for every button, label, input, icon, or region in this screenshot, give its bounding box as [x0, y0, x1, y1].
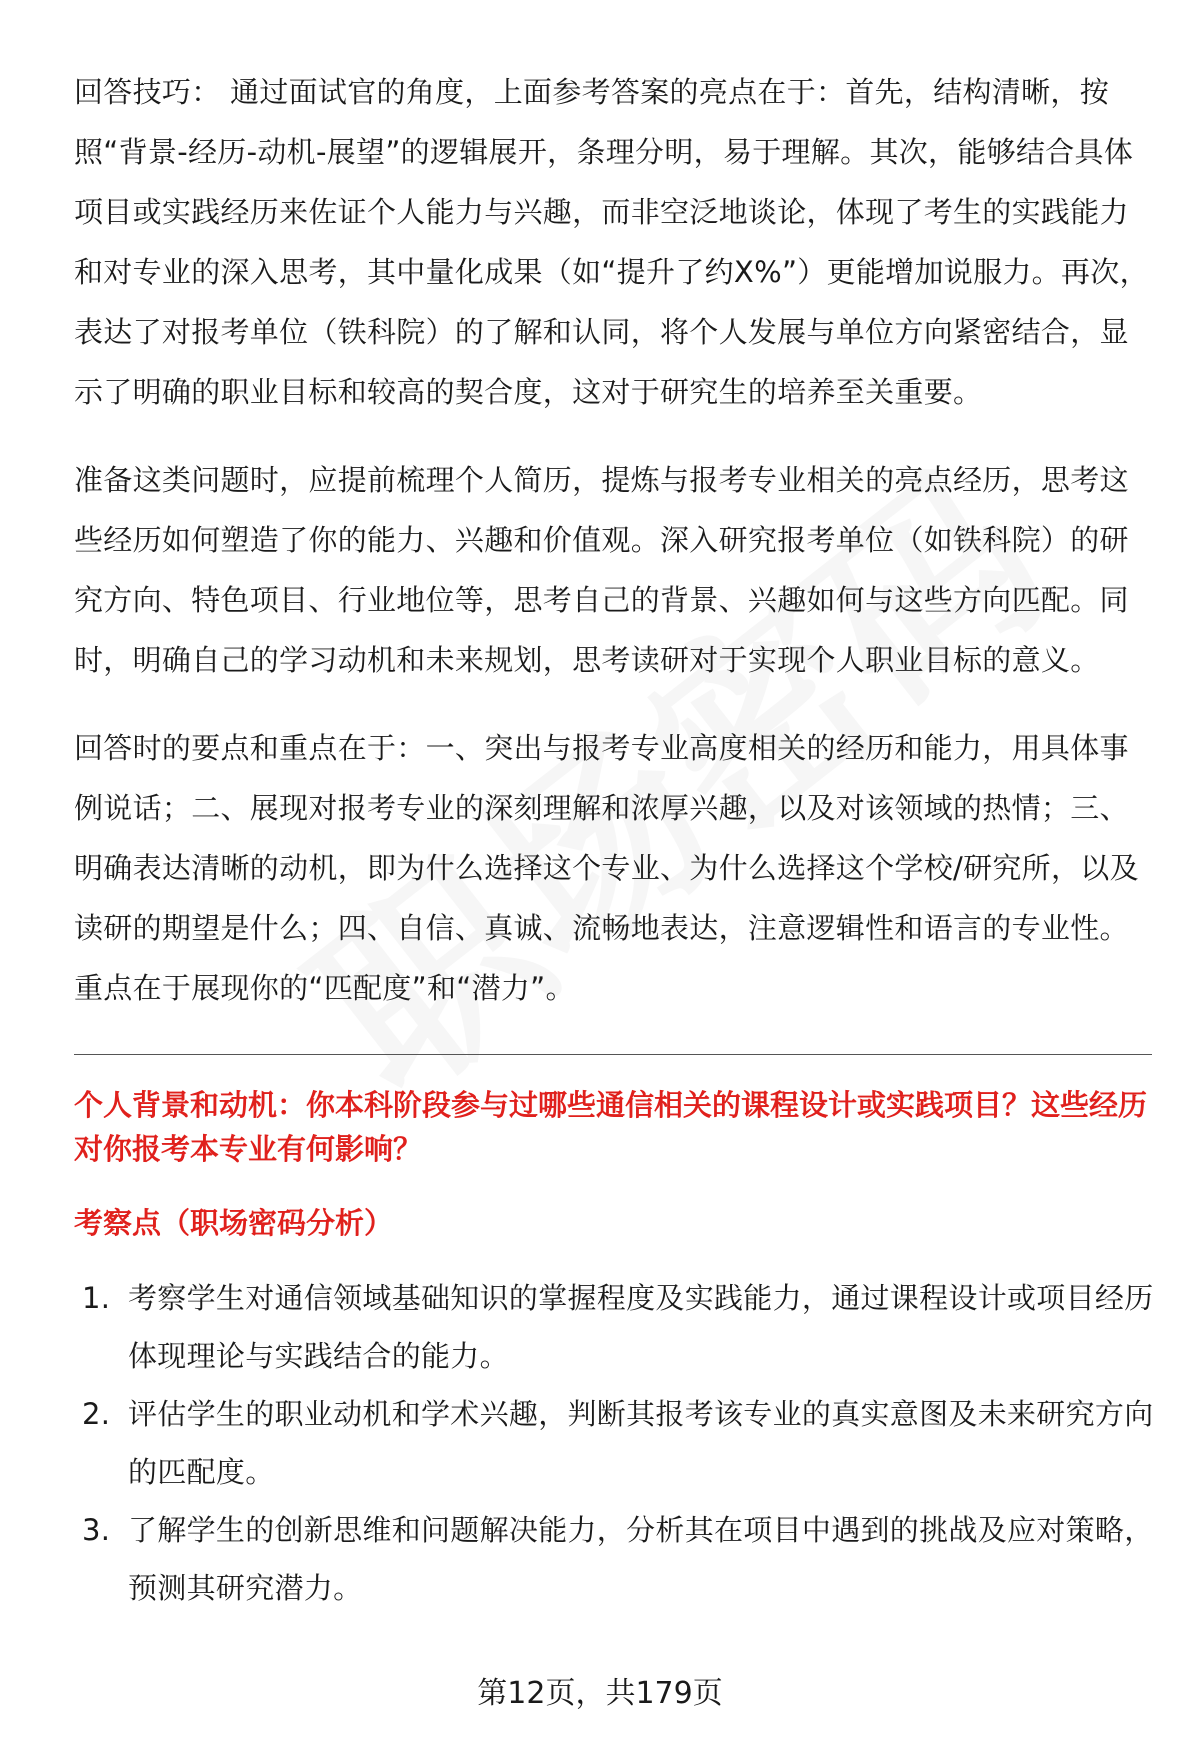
list-item [74, 1385, 1154, 1501]
analysis-subheading: 考察点（职场密码分析） [74, 1206, 394, 1240]
preparation-paragraph: 准备这类问题时，应提前梳理个人简历，提炼与报考专业相关的亮点经历，思考这些经历如何塑造了你的能力、兴趣和价值观。深入研究报考单位（如铁科院）的研究方向、特色项目、行业地位等，思考自己的背景、兴趣如何与这些方向匹配。同时，明确自己的学习动机和未来规划，思考读研对于实现个人职业目标的意义。 [74, 463, 1129, 677]
list-item-text: 了解学生的创新思维和问题解决能力，分析其在项目中遇到的挑战及应对策略，预测其研究潜力。 [128, 1513, 1154, 1605]
interview-question: 个人背景和动机：你本科阶段参与过哪些通信相关的课程设计或实践项目？这些经历对你报考本专业有何影响？ [74, 1088, 1148, 1166]
list-item [74, 1501, 1154, 1617]
answer-tips-paragraph: 回答技巧： 通过面试官的角度，上面参考答案的亮点在于：首先，结构清晰，按照“背景-经历-动机-展望”的逻辑展开，条理分明，易于理解。其次，能够结合具体项目或实践经历来佐证个人能力与兴趣，而非空泛地谈论，体现了考生的实践能力和对专业的深入思考，其中量化成果（如“提升了约X%”）更能增加说服力。再次，表达了对报考单位（铁科院）的了解和认同，将个人发展与单位方向紧密结合，显示了明确的职业目标和较高的契合度，这对于研究生的培养至关重要。 [74, 75, 1149, 409]
key-points-paragraph: 回答时的要点和重点在于：一、突出与报考专业高度相关的经历和能力，用具体事例说话；二、展现对报考专业的深刻理解和浓厚兴趣，以及对该领域的热情；三、明确表达清晰的动机，即为什么选择这个专业、为什么选择这个学校/研究所，以及读研的期望是什么；四、自信、真诚、流畅地表达，注意逻辑性和语言的专业性。重点在于展现你的“匹配度”和“潜力”。 [74, 731, 1139, 1005]
page-number-footer: 第12页，共179页 [477, 1676, 723, 1711]
page-content [74, 62, 1154, 1617]
list-item-text: 评估学生的职业动机和学术兴趣，判断其报考该专业的真实意图及未来研究方向的匹配度。 [128, 1397, 1154, 1489]
list-item-text: 考察学生对通信领域基础知识的掌握程度及实践能力，通过课程设计或项目经历体现理论与实践结合的能力。 [128, 1281, 1154, 1373]
section-divider [74, 1054, 1152, 1055]
list-item [74, 1269, 1154, 1385]
list-item-number: 3. [82, 1513, 111, 1547]
list-item-number: 1. [82, 1281, 111, 1315]
list-item-number: 2. [82, 1397, 111, 1431]
analysis-points-list [74, 1269, 1154, 1617]
